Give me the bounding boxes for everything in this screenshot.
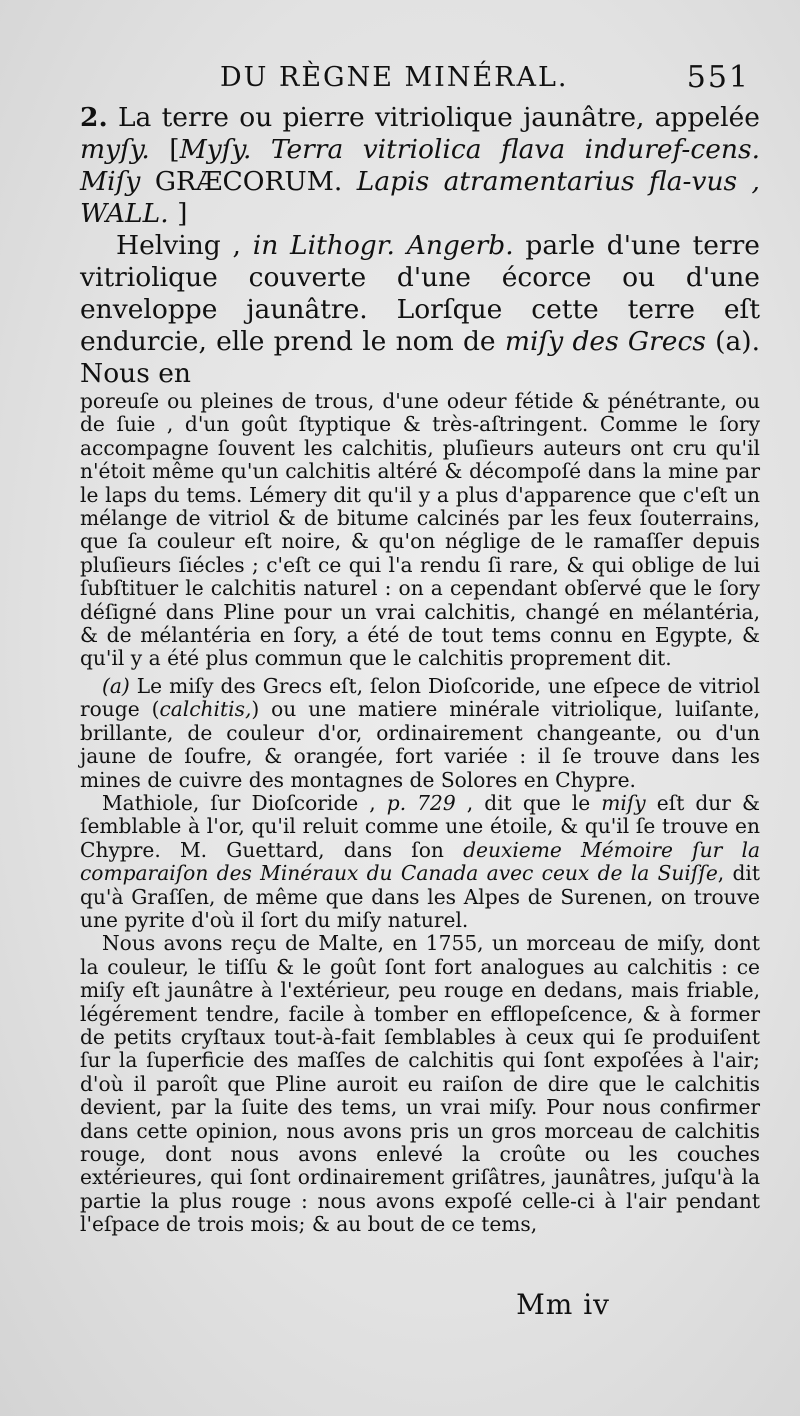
running-title: DU RÈGNE MINÉRAL. <box>220 62 569 93</box>
text-run: ) ou une matiere minérale vitriolique, luiſante, brillante, de couleur d'or, ordinairement changeante, ou d'un jaune de ſoufre, & orangée, fort variée : il ſe trouve dans les mines de cuivre des montagnes de Solores en Chypre. <box>80 697 761 792</box>
entry-paragraph <box>80 102 760 230</box>
text-run: , dit qu'à Graſſen, de même que dans les Alpes de Surenen, on trouve une pyrite d'où il ſort du miſy naturel. <box>80 861 760 932</box>
text-run: , dit que le <box>455 790 602 815</box>
latin-graecorum: GRÆCORUM. <box>154 166 343 197</box>
note-a <box>80 675 760 792</box>
note-continuation: poreuſe ou pleines de trous, d'une odeur fétide & pénétrante, ou de ſuie , d'un goût ſtyptique & très-aſtringent. Comme le ſory accompagne ſouvent les calchitis, pluſieurs auteurs ont cru qu'il n'étoit même qu'un calchitis altéré & décompoſé dans la mine par le laps du tems. Lémery dit qu'il y a plus d'apparence que c'eſt un mélange de vitriol & de bitume calcinés par les feux ſouterrains, que ſa couleur eſt noire, & qu'on néglige de le ramaſſer depuis pluſieurs ſiécles ; c'eſt ce qui l'a rendu ſi rare, & qui oblige de lui ſubſtituer le calchitis naturel : on a cependant obſervé que le ſory déſigné dans Pline pour un vrai calchitis, changé en mélantéria, & de mélantéria en ſory, a été de tout tems connu en Egypte, & qu'il y a été plus commun que le calchitis proprement dit. <box>80 389 760 671</box>
main-text <box>80 102 760 390</box>
text-run: Le miſy des Grecs eſt, ſelon Dioſcoride, une eſpece de vitriol rouge ( <box>80 673 760 722</box>
footnotes <box>80 390 760 1237</box>
text-run: Mathiole, ſur Dioſcoride , <box>102 790 387 815</box>
note-label: (a) <box>102 673 130 698</box>
author-abbrev: WALL. <box>80 198 169 229</box>
note-mathiole <box>80 792 760 932</box>
work-title: deuxieme Mémoire ſur la comparaiſon des Minéraux du Canada avec ceux de la Suiſſe <box>80 837 760 886</box>
bracket-open: [ <box>149 134 180 165</box>
bracket-close: ] <box>168 198 188 229</box>
entry-term: myſy. <box>80 134 150 165</box>
entry-number: 2. <box>80 102 108 133</box>
citation-italic: in Lithogr. Angerb. <box>252 230 514 261</box>
term-italic: miſy <box>601 790 646 815</box>
citation-italic: p. 729 <box>386 790 456 815</box>
latin-synonym: Myſy. Terra vitriolica flava induref-cens. Miſy <box>80 134 760 197</box>
term-italic: calchitis, <box>159 697 252 722</box>
running-header <box>60 60 760 100</box>
latin-synonym-2: Lapis atramentarius fla-vus , <box>356 166 760 197</box>
text-run: parle d'une terre vitriolique couverte d'une écorce ou d'une enveloppe jaunâtre. Lorſque cette terre eſt endurcie, elle prend le nom de <box>80 230 760 357</box>
text-run: Helving , <box>116 230 253 261</box>
text-run: eſt dur & ſemblable à l'or, qu'il reluit comme une étoile, & qu'il ſe trouve en Chypre. M. Guettard, dans ſon <box>80 790 760 862</box>
term-italic: miſy des Grecs <box>504 326 706 357</box>
page-number: 551 <box>686 60 750 95</box>
text-run: (a). Nous en <box>80 326 761 389</box>
helving-paragraph <box>80 230 760 390</box>
entry-text: La terre ou pierre vitriolique jaunâtre, appelée <box>107 102 760 133</box>
signature-mark: Mm iv <box>516 1288 610 1321</box>
note-malte: Nous avons reçu de Malte, en 1755, un morceau de miſy, dont la couleur, le tiſſu & le goût ſont fort analogues au calchitis : ce miſy eſt jaunâtre à l'extérieur, peu rouge en dedans, mais friable, légérement tendre, facile à tomber en efflореſcence, & à former de petits cryſtaux tout-à-fait ſemblables à ceux qui ſe produiſent ſur la ſuperficie des maſſes de calchitis qui ſont expoſées à l'air; d'où il paroît que Pline auroit eu raiſon de dire que le calchitis devient, par la ſuite des tems, un vrai miſy. Pour nous confirmer dans cette opinion, nous avons pris un gros morceau de calchitis rouge, dont nous avons enlevé la croûte ou les couches extérieures, qui ſont ordinairement griſâtres, jaunâtres, juſqu'à la partie la plus rouge : nous avons expoſé celle-ci à l'air pendant l'eſpace de trois mois; & au bout de ce tems, <box>80 931 760 1237</box>
